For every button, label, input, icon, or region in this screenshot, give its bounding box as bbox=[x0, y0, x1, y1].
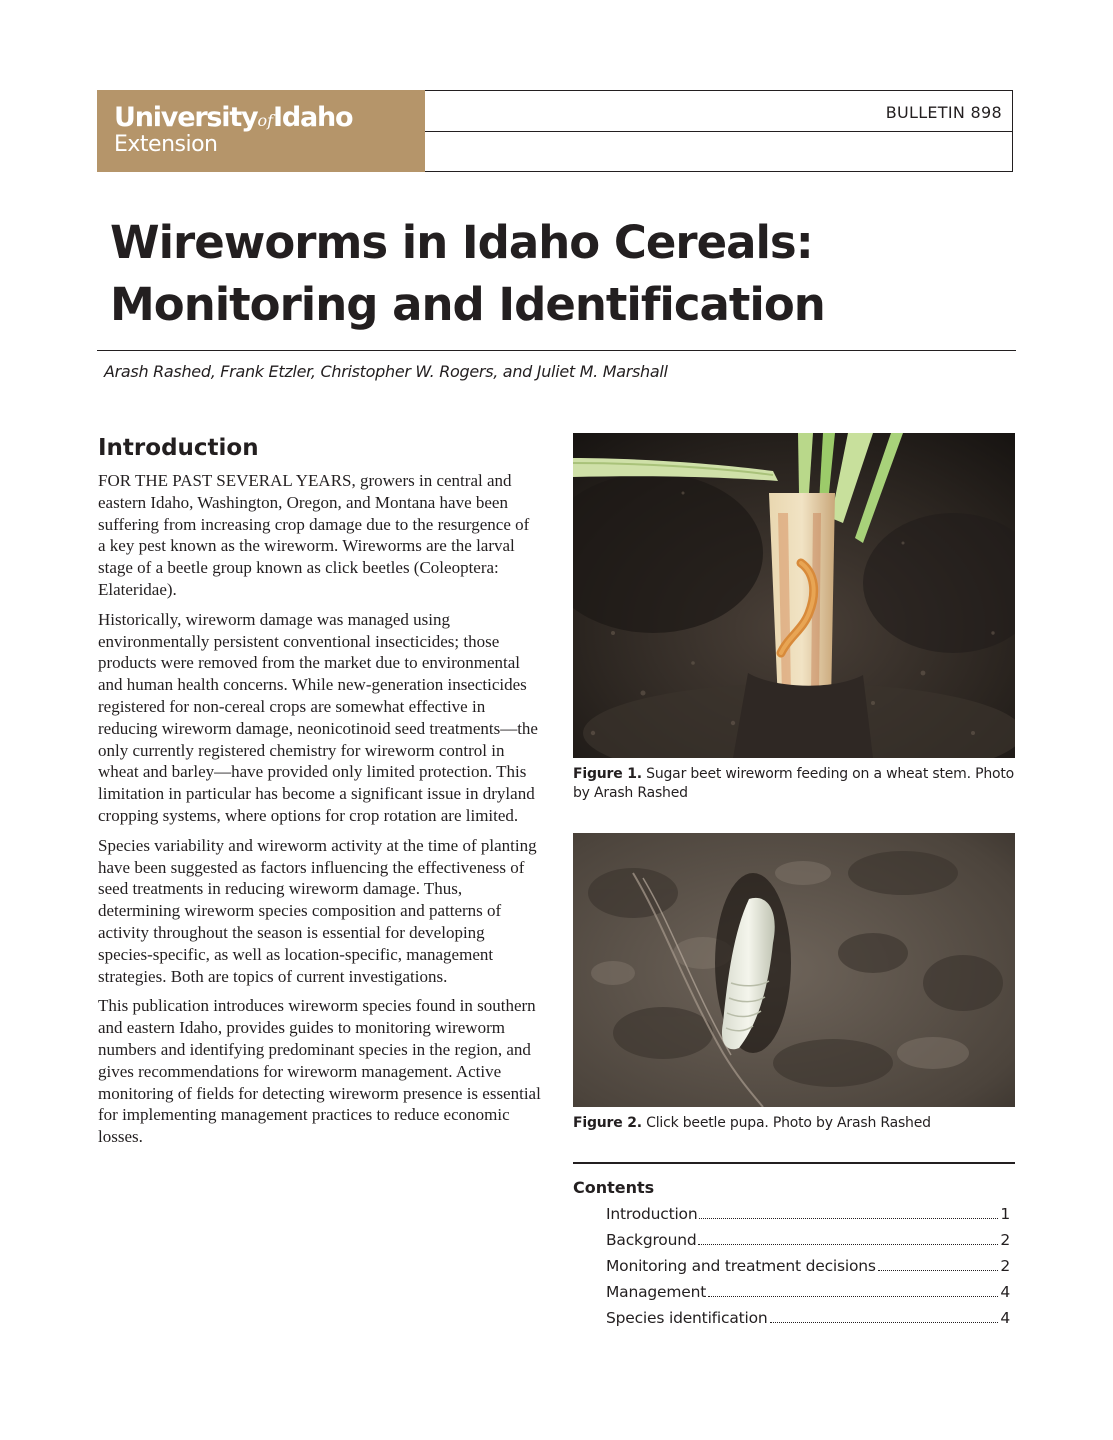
intro-paragraph-1: FOR THE PAST SEVERAL YEARS, growers in central and eastern Idaho, Washington, Oregon, and Montana have been suffering from increasing crop damage due to the resurgence of a key pest known as the wireworm. Wireworms are the larval stage of a beetle group known as click beetles (Coleoptera: Elateridae). bbox=[98, 471, 530, 599]
toc-item-page: 1 bbox=[1000, 1205, 1010, 1223]
toc-item-page: 4 bbox=[1000, 1283, 1010, 1301]
figure-2-caption bbox=[573, 1114, 1018, 1133]
university-of-idaho-extension-logo bbox=[97, 90, 425, 172]
toc-leader-dots bbox=[708, 1296, 998, 1297]
toc-item-page: 2 bbox=[1000, 1231, 1010, 1249]
toc-item-label: Introduction bbox=[606, 1205, 698, 1223]
introduction-section bbox=[98, 432, 541, 1156]
title-rule bbox=[97, 350, 1016, 351]
toc-item-label: Background bbox=[606, 1231, 697, 1249]
toc-item-label: Species identification bbox=[606, 1309, 768, 1327]
contents-heading: Contents bbox=[573, 1178, 655, 1197]
toc-leader-dots bbox=[878, 1270, 999, 1271]
toc-item-management[interactable] bbox=[606, 1283, 1010, 1309]
click-beetle-pupa-image bbox=[573, 833, 1015, 1107]
figure-2-caption-text: Click beetle pupa. Photo by Arash Rashed bbox=[641, 1115, 931, 1131]
logo-word-idaho: Idaho bbox=[273, 102, 353, 133]
figure-1-caption-text: Sugar beet wireworm feeding on a wheat stem. Photo by Arash Rashed bbox=[573, 766, 1015, 801]
wheat-stem-wireworm-image bbox=[573, 433, 1015, 758]
figure-1-photo bbox=[573, 433, 1015, 758]
table-of-contents bbox=[606, 1205, 1010, 1335]
toc-item-monitoring[interactable] bbox=[606, 1257, 1010, 1283]
intro-paragraph-3: Species variability and wireworm activity at the time of planting have been suggested as factors influencing the effectiveness of seed treatments in reducing wireworm damage. Thus, determining wireworm species composition and patterns of activity throughout the season is essential for developing species-specific, as well as location-specific, management strategies. Both are topics of current investigations. bbox=[98, 835, 537, 986]
header-divider bbox=[425, 131, 1012, 132]
bulletin-number: BULLETIN 898 bbox=[885, 103, 1002, 122]
toc-item-page: 2 bbox=[1000, 1257, 1010, 1275]
title-line-2: Monitoring and Identification bbox=[110, 278, 825, 331]
toc-item-page: 4 bbox=[1000, 1309, 1010, 1327]
figure-1-caption bbox=[573, 765, 1018, 803]
toc-leader-dots bbox=[699, 1218, 998, 1219]
authors: Arash Rashed, Frank Etzler, Christopher W. Rogers, and Juliet M. Marshall bbox=[104, 362, 668, 381]
logo-word-extension: Extension bbox=[114, 132, 218, 157]
toc-item-introduction[interactable] bbox=[606, 1205, 1010, 1231]
logo-word-of: of bbox=[257, 111, 274, 130]
toc-item-label: Monitoring and treatment decisions bbox=[606, 1257, 876, 1275]
page-title bbox=[110, 212, 825, 336]
introduction-heading: Introduction bbox=[98, 435, 259, 461]
toc-leader-dots bbox=[770, 1322, 999, 1323]
figure-2-label: Figure 2. bbox=[573, 1115, 642, 1131]
logo-word-university: University bbox=[114, 102, 258, 133]
toc-item-label: Management bbox=[606, 1283, 707, 1301]
figure-1-label: Figure 1. bbox=[573, 766, 642, 782]
intro-paragraph-4: This publication introduces wireworm species found in southern and eastern Idaho, provides guides to monitoring wireworm numbers and identifying predominant species in the region, and gives recommendations for wireworm management. Active monitoring of fields for detecting wireworm presence is essential for implementing management practices to reduce economic losses. bbox=[98, 996, 541, 1147]
toc-item-species-identification[interactable] bbox=[606, 1309, 1010, 1335]
toc-leader-dots bbox=[698, 1244, 998, 1245]
bulletin-header-box bbox=[425, 90, 1013, 172]
figure-2-photo bbox=[573, 833, 1015, 1107]
toc-item-background[interactable] bbox=[606, 1231, 1010, 1257]
title-line-1: Wireworms in Idaho Cereals: bbox=[110, 216, 813, 269]
contents-rule bbox=[573, 1162, 1015, 1164]
intro-paragraph-2: Historically, wireworm damage was managed using environmentally persistent conventional insecticides; those products were removed from the market due to environmental and human health concerns. While new-generation insecticides registered for non-cereal crops are somewhat effective in reducing wireworm damage, neonicotinoid seed treatments—the only currently registered chemistry for wireworm control in wheat and barley—have provided only limited protection. This limitation in particular has become a significant issue in dryland cropping systems, where options for crop rotation are limited. bbox=[98, 609, 538, 825]
